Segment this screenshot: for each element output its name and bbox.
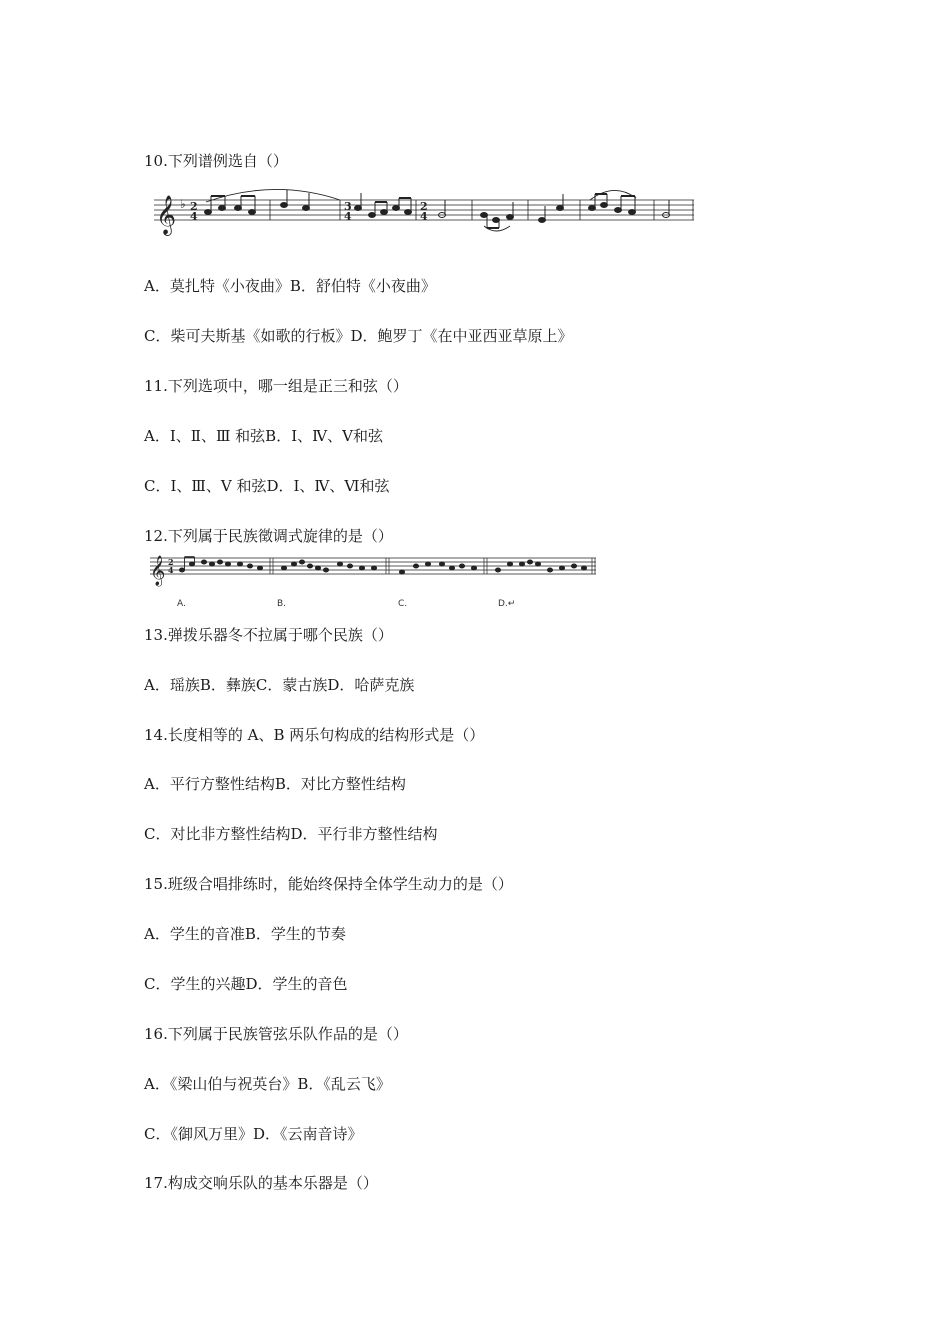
score-label-b: B.: [277, 599, 287, 609]
question-11-option-line-1: A．Ⅰ、Ⅱ、Ⅲ 和弦B．Ⅰ、Ⅳ、Ⅴ和弦: [144, 427, 383, 445]
question-16-stem: 16.下列属于民族管弦乐队作品的是（）: [144, 1025, 408, 1043]
question-12-stem: 12.下列属于民族徵调式旋律的是（）: [144, 527, 393, 545]
question-10-option-line-2: C．柴可夫斯基《如歌的行板》D．鲍罗丁《在中亚西亚草原上》: [144, 327, 573, 345]
question-11-stem: 11.下列选项中，哪一组是正三和弦（）: [144, 377, 408, 395]
question-13-stem: 13.弹拨乐器冬不拉属于哪个民族（）: [144, 626, 393, 644]
svg-text:𝄞: 𝄞: [156, 195, 177, 235]
svg-text:4: 4: [420, 210, 428, 223]
question-10-stem: 10.下列谱例选自（）: [144, 152, 288, 170]
question-17-stem: 17.构成交响乐队的基本乐器是（）: [144, 1174, 378, 1192]
question-15-option-line-2: C．学生的兴趣D．学生的音色: [144, 975, 348, 993]
svg-text:4: 4: [190, 210, 198, 223]
question-15-option-line-1: A．学生的音准B．学生的节奏: [144, 925, 346, 943]
svg-text:4: 4: [168, 565, 174, 575]
svg-text:2: 2: [190, 200, 198, 213]
question-16-option-line-2: C．《御风万里》D．《云南音诗》: [144, 1125, 363, 1143]
svg-text:2: 2: [420, 200, 428, 213]
svg-text:𝄞: 𝄞: [150, 556, 166, 586]
svg-text:3: 3: [344, 200, 352, 213]
score-label-c: C.: [398, 599, 408, 609]
question-16-option-line-1: A．《梁山伯与祝英台》B．《乱云飞》: [144, 1075, 391, 1093]
score-label-d: D.↵: [498, 599, 516, 609]
score-example-12: [144, 548, 604, 588]
question-14-option-line-1: A．平行方整性结构B．对比方整性结构: [144, 775, 406, 793]
question-10-option-line-1: A．莫扎特《小夜曲》B．舒伯特《小夜曲》: [144, 277, 436, 295]
question-14-option-line-2: C．对比非方整性结构D．平行非方整性结构: [144, 825, 438, 843]
score-example-10: [144, 188, 696, 238]
svg-text:4: 4: [344, 210, 352, 223]
question-14-stem: 14.长度相等的 A、B 两乐句构成的结构形式是（）: [144, 726, 485, 744]
svg-text:2: 2: [168, 557, 174, 567]
svg-text:♭: ♭: [180, 197, 186, 211]
question-13-option-line-1: A．瑶族B．彝族C．蒙古族D．哈萨克族: [144, 676, 415, 694]
question-11-option-line-2: C．Ⅰ、Ⅲ、Ⅴ 和弦D．Ⅰ、Ⅳ、Ⅵ和弦: [144, 477, 390, 495]
question-15-stem: 15.班级合唱排练时，能始终保持全体学生动力的是（）: [144, 875, 513, 893]
score-label-a: A.: [177, 599, 186, 609]
